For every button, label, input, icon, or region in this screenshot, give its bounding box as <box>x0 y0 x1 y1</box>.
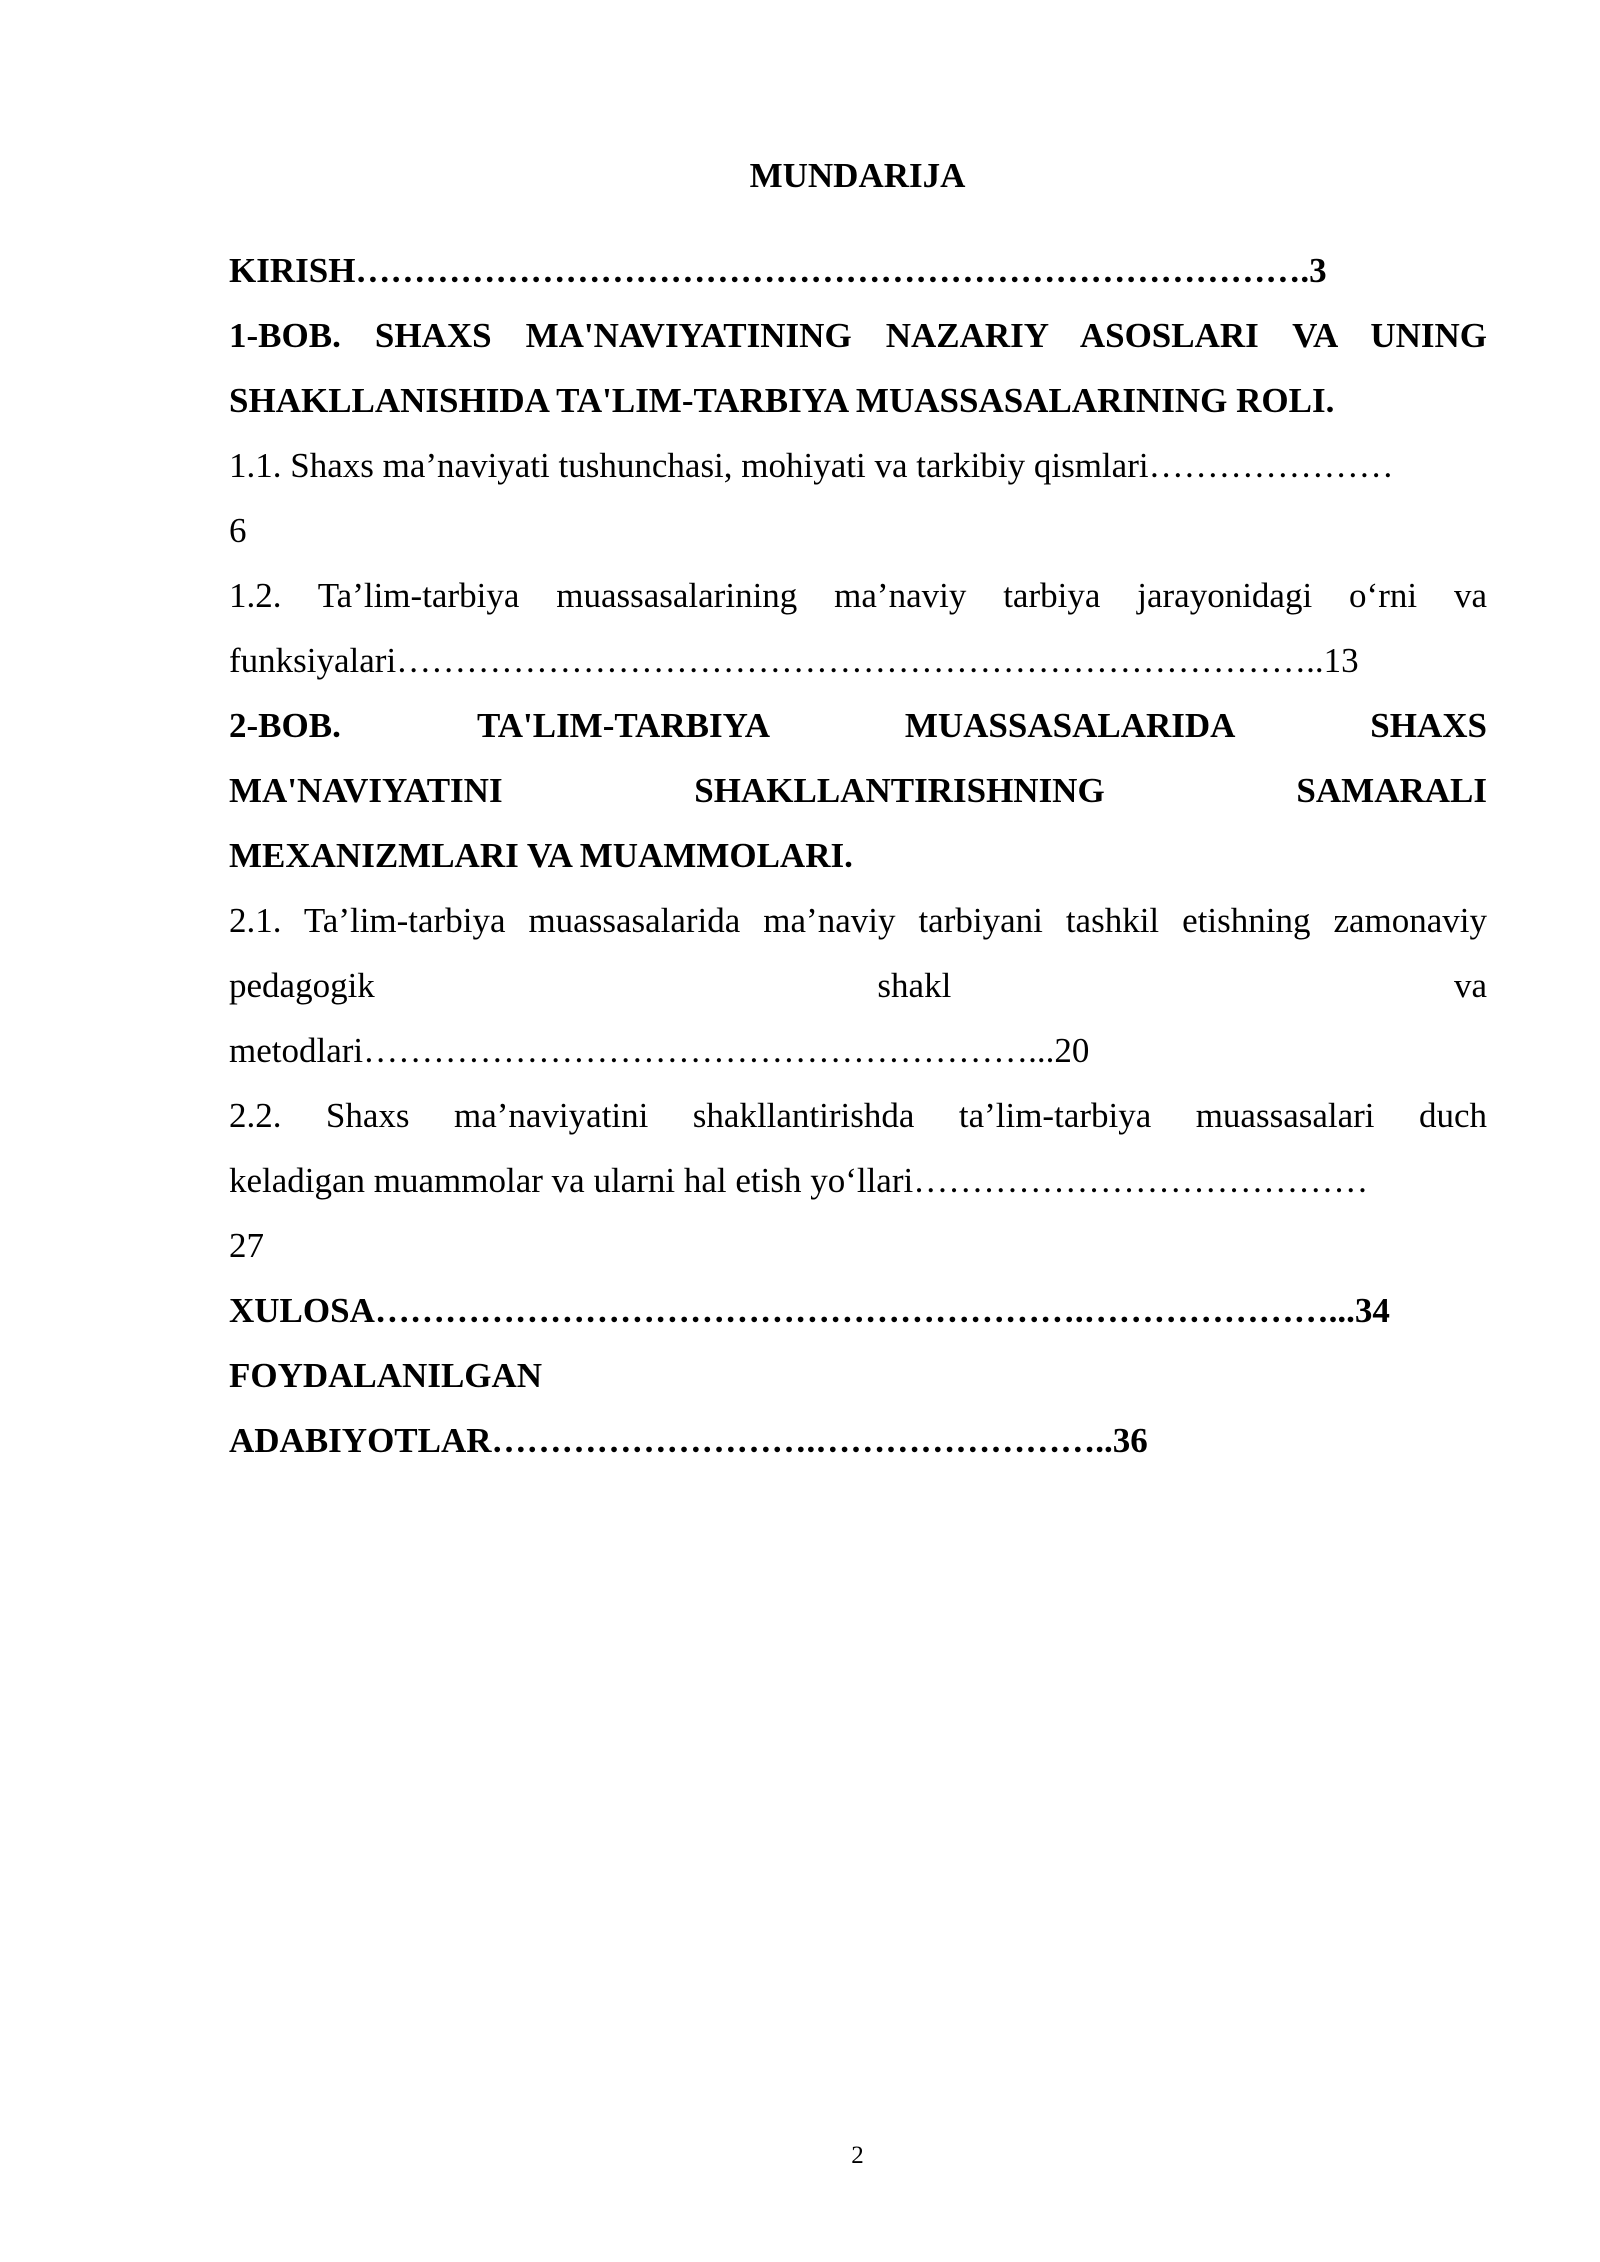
page-number: 2 <box>851 2142 864 2169</box>
toc-section-2-1-line-3: metodlari…………………………………………………...20 <box>229 1031 1090 1070</box>
toc-section-2-1-line-2: pedagogik shakl va <box>229 966 1487 1005</box>
toc-chapter-2-heading-line-3: MEXANIZMLARI VA MUAMMOLARI. <box>229 836 853 875</box>
toc-section-1-1: 1.1. Shaxs ma’naviyati tushunchasi, mohiyati va tarkibiy qismlari………………… <box>229 446 1394 485</box>
toc-section-2-2-page: 27 <box>229 1226 264 1265</box>
toc-chapter-2-heading-line-1: 2-BOB. TA'LIM-TARBIYA MUASSASALARIDA SHAXS <box>229 706 1487 745</box>
toc-chapter-1-heading-line-1: 1-BOB. SHAXS MA'NAVIYATINING NAZARIY ASOSLARI VA UNING <box>229 316 1487 355</box>
toc-section-2-2-line-2: keladigan muammolar va ularni hal etish yo‘llari………………………………… <box>229 1161 1369 1200</box>
toc-section-1-2-line-1: 1.2. Ta’lim-tarbiya muassasalarining ma’naviy tarbiya jarayonidagi o‘rni va <box>229 576 1487 615</box>
table-of-contents <box>229 238 1487 1473</box>
toc-section-1-2-line-2: funksiyalari……………………………………………………………………..13 <box>229 641 1359 680</box>
toc-entry-references-line-2: ADABIYOTLAR……………………….……………………..36 <box>229 1421 1148 1460</box>
toc-section-1-1-page: 6 <box>229 511 247 550</box>
toc-entry-conclusion: XULOSA…………………………………………………….…………………...34 <box>229 1291 1390 1330</box>
toc-entry-introduction: KIRISH……………………………………………………………………….3 <box>229 251 1327 290</box>
toc-section-2-1-line-1: 2.1. Ta’lim-tarbiya muassasalarida ma’naviy tarbiyani tashkil etishning zamonaviy <box>229 901 1487 940</box>
toc-entry-references-line-1: FOYDALANILGAN <box>229 1356 543 1395</box>
toc-section-2-2-line-1: 2.2. Shaxs ma’naviyatini shakllantirishda ta’lim-tarbiya muassasalari duch <box>229 1096 1487 1135</box>
toc-chapter-2-heading-line-2: MA'NAVIYATINI SHAKLLANTIRISHNING SAMARALI <box>229 771 1487 810</box>
toc-chapter-1-heading-line-2: SHAKLLANISHIDA TA'LIM-TARBIYA MUASSASALARINING ROLI. <box>229 381 1335 420</box>
toc-title: MUNDARIJA <box>749 156 966 195</box>
